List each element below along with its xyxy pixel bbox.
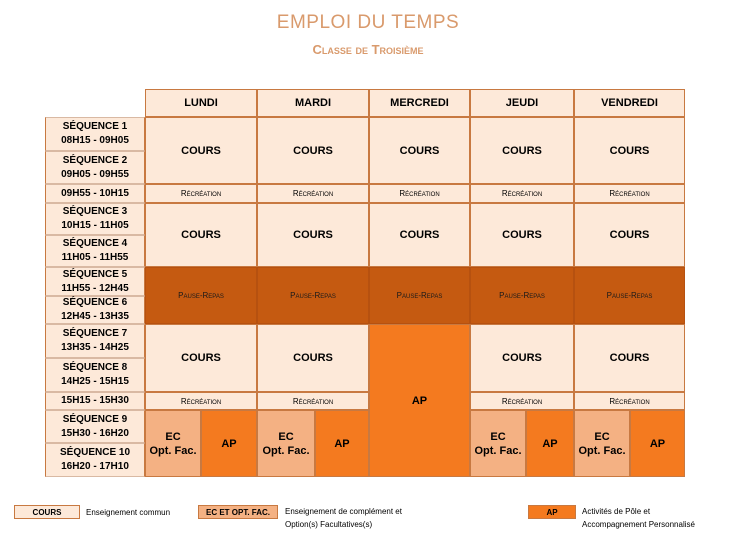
legend-ec-text — [285, 505, 402, 531]
pause-repas-mercredi: Pause-Repas — [369, 267, 470, 324]
opt-fac-label: Opt. Fac. — [474, 444, 522, 457]
cours-mardi-afternoon: COURS — [257, 324, 369, 392]
slot-time: 08H15 - 09H05 — [61, 135, 129, 146]
slot-sequence-5 — [45, 267, 145, 296]
slot-time: 16H20 - 17H10 — [61, 461, 129, 472]
cours-mardi-morning-2: COURS — [257, 203, 369, 267]
ap-lundi: AP — [201, 410, 257, 477]
legend-ap-text — [582, 505, 695, 531]
ec-label: EC — [165, 430, 181, 443]
slot-sequence-2 — [45, 151, 145, 184]
cours-jeudi-morning-2: COURS — [470, 203, 574, 267]
slot-time: 09H05 - 09H55 — [61, 168, 129, 180]
pause-repas-lundi: Pause-Repas — [145, 267, 257, 324]
ap-jeudi: AP — [526, 410, 574, 477]
pause-repas-mardi: Pause-Repas — [257, 267, 369, 324]
ec-label: EC — [278, 430, 294, 443]
cours-jeudi-morning-1: COURS — [470, 117, 574, 184]
slot-name: SÉQUENCE 10 — [59, 447, 131, 458]
slot-name: SÉQUENCE 1 — [62, 121, 128, 132]
opt-fac-label: Opt. Fac. — [262, 444, 310, 457]
cours-vendredi-afternoon: COURS — [574, 324, 685, 392]
legend-cours-swatch: COURS — [14, 505, 80, 519]
slot-time: 14H25 - 15H15 — [61, 376, 129, 387]
cours-lundi-morning-1: COURS — [145, 117, 257, 184]
opt-fac-label: Opt. Fac. — [578, 444, 626, 457]
cours-lundi-morning-2: COURS — [145, 203, 257, 267]
day-header-mardi: MARDI — [257, 89, 369, 117]
cours-jeudi-afternoon: COURS — [470, 324, 574, 392]
slot-name: SÉQUENCE 7 — [62, 328, 128, 339]
day-header-jeudi: JEUDI — [470, 89, 574, 117]
recreation-mercredi-morning: Récréation — [369, 184, 470, 203]
slot-name: SÉQUENCE 5 — [62, 268, 128, 280]
slot-sequence-7 — [45, 324, 145, 358]
recreation-jeudi-afternoon: Récréation — [470, 392, 574, 410]
ap-mardi: AP — [315, 410, 369, 477]
cours-mercredi-morning-2: COURS — [369, 203, 470, 267]
ap-vendredi: AP — [630, 410, 685, 477]
recreation-vendredi-afternoon: Récréation — [574, 392, 685, 410]
pause-repas-vendredi: Pause-Repas — [574, 267, 685, 324]
slot-name: SÉQUENCE 6 — [62, 297, 128, 308]
slot-sequence-3 — [45, 203, 145, 235]
day-header-lundi: LUNDI — [145, 89, 257, 117]
ec-label: EC — [594, 430, 610, 443]
legend-ap-text-line1: Activités de Pôle et — [582, 507, 651, 516]
ec-opt-fac-jeudi — [470, 410, 526, 477]
cours-mercredi-morning-1: COURS — [369, 117, 470, 184]
ec-opt-fac-lundi — [145, 410, 201, 477]
page-subtitle: Classe de Troisième — [312, 42, 424, 57]
slot-sequence-10 — [45, 443, 145, 477]
slot-sequence-4 — [45, 235, 145, 267]
cours-mardi-morning-1: COURS — [257, 117, 369, 184]
slot-recreation-afternoon: 15H15 - 15H30 — [45, 392, 145, 410]
cours-vendredi-morning-2: COURS — [574, 203, 685, 267]
slot-time: 10H15 - 11H05 — [61, 220, 129, 231]
slot-sequence-9 — [45, 410, 145, 443]
legend-ec-swatch: EC ET OPT. FAC. — [198, 505, 278, 519]
day-header-vendredi: VENDREDI — [574, 89, 685, 117]
slot-name: SÉQUENCE 9 — [62, 413, 128, 425]
page-title: EMPLOI DU TEMPS — [276, 12, 460, 33]
ec-label: EC — [490, 430, 506, 443]
slot-time: 11H05 - 11H55 — [61, 252, 129, 263]
recreation-jeudi-morning: Récréation — [470, 184, 574, 203]
slot-time: 13H35 - 14H25 — [61, 342, 129, 353]
slot-recreation-morning: 09H55 - 10H15 — [45, 184, 145, 203]
recreation-vendredi-morning: Récréation — [574, 184, 685, 203]
legend-cours-text: Enseignement commun — [86, 508, 171, 517]
recreation-mardi-morning: Récréation — [257, 184, 369, 203]
cours-lundi-afternoon: COURS — [145, 324, 257, 392]
slot-sequence-6 — [45, 296, 145, 324]
slot-sequence-8 — [45, 358, 145, 392]
slot-name: SÉQUENCE 2 — [62, 154, 128, 166]
legend-ec-text-line1: Enseignement de complément et — [285, 507, 402, 516]
day-header-mercredi: MERCREDI — [369, 89, 470, 117]
recreation-mardi-afternoon: Récréation — [257, 392, 369, 410]
ec-opt-fac-vendredi — [574, 410, 630, 477]
slot-time: 15H30 - 16H20 — [61, 427, 129, 439]
recreation-lundi-morning: Récréation — [145, 184, 257, 203]
pause-repas-jeudi: Pause-Repas — [470, 267, 574, 324]
slot-time: 12H45 - 13H35 — [61, 311, 129, 322]
slot-sequence-1 — [45, 117, 145, 151]
slot-name: SÉQUENCE 8 — [62, 362, 128, 373]
recreation-lundi-afternoon: Récréation — [145, 392, 257, 410]
opt-fac-label: Opt. Fac. — [149, 444, 197, 457]
slot-name: SÉQUENCE 3 — [62, 206, 128, 217]
slot-name: SÉQUENCE 4 — [62, 238, 128, 249]
legend-ap-text-line2: Accompagnement Personnalisé — [582, 520, 695, 529]
legend-ap-swatch: AP — [528, 505, 576, 519]
ec-opt-fac-mardi — [257, 410, 315, 477]
legend-ec-text-line2: Option(s) Facultatives(s) — [285, 520, 373, 529]
cours-vendredi-morning-1: COURS — [574, 117, 685, 184]
slot-time: 11H55 - 12H45 — [61, 282, 129, 294]
ap-mercredi-afternoon: AP — [369, 324, 470, 477]
